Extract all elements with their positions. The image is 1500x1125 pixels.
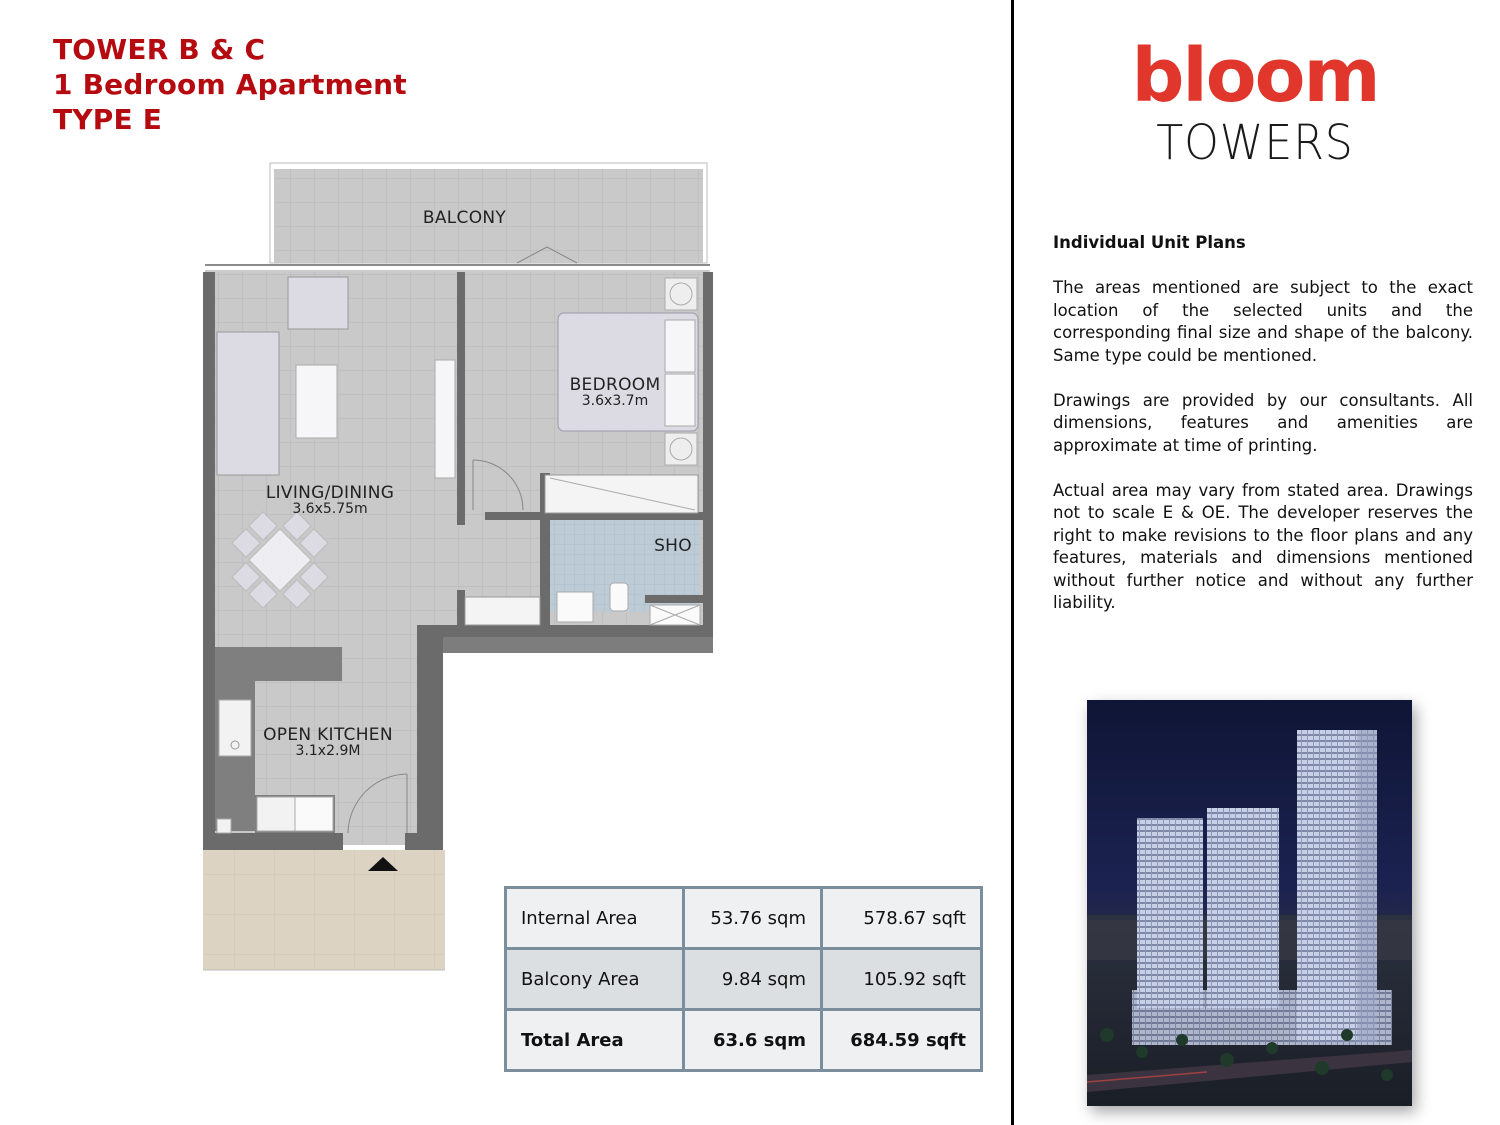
area-sqft: 684.59 sqft <box>823 1011 980 1069</box>
room-label-balcony: BALCONY <box>422 208 507 228</box>
table-row <box>507 889 980 950</box>
room-dim-living-dining: 3.6x5.75m <box>292 501 368 517</box>
area-label: Internal Area <box>507 889 685 950</box>
section-heading: Individual Unit Plans <box>1053 233 1246 252</box>
table-row <box>507 950 980 1011</box>
table-row-total <box>507 1011 980 1069</box>
area-label: Balcony Area <box>507 950 685 1011</box>
area-sqm: 53.76 sqm <box>685 889 823 950</box>
apartment-type: 1 Bedroom Apartment <box>53 68 407 101</box>
unit-title <box>53 32 407 137</box>
area-sqft: 578.67 sqft <box>823 889 980 950</box>
area-sqm: 9.84 sqm <box>685 950 823 1011</box>
disclaimer-paragraph: Actual area may vary from stated area. Drawings not to scale E & OE. The developer reserves the right to make revisions to the floor plans and any features, materials and dimensions mentioned without further notice and without any further liability. <box>1053 480 1473 612</box>
vertical-divider <box>1011 0 1014 1125</box>
area-table <box>504 886 983 1072</box>
room-label-shower: SHO <box>654 536 692 556</box>
room-label-bedroom: BEDROOM <box>569 375 661 395</box>
disclaimer-paragraph: The areas mentioned are subject to the exact location of the selected units and the corresponding final size and shape of the balcony. Same type could be mentioned. <box>1053 278 1473 365</box>
unit-type: TYPE E <box>53 103 163 136</box>
room-label-open-kitchen: OPEN KITCHEN <box>263 725 393 745</box>
logo-subbrand-text: TOWERS <box>1156 115 1354 171</box>
room-label-living-dining: LIVING/DINING <box>265 483 395 503</box>
tower-rendering-image <box>1087 700 1412 1106</box>
floor-plan <box>195 155 725 985</box>
area-sqft: 105.92 sqft <box>823 950 980 1011</box>
disclaimer-paragraph: Drawings are provided by our consultants. All dimensions, features and amenities are approximate at time of printing. <box>1053 390 1473 455</box>
floor-plan-drawing <box>195 155 725 985</box>
area-sqm: 63.6 sqm <box>685 1011 823 1069</box>
brand-logo <box>1130 33 1380 171</box>
disclaimer-section <box>1053 232 1473 637</box>
room-dim-open-kitchen: 3.1x2.9M <box>295 743 361 759</box>
towers-illustration <box>1087 700 1412 1106</box>
logo-brand-text: bloom <box>1131 33 1379 119</box>
area-label: Total Area <box>507 1011 685 1069</box>
room-dim-bedroom: 3.6x3.7m <box>581 393 649 409</box>
tower-name: TOWER B & C <box>53 33 266 66</box>
